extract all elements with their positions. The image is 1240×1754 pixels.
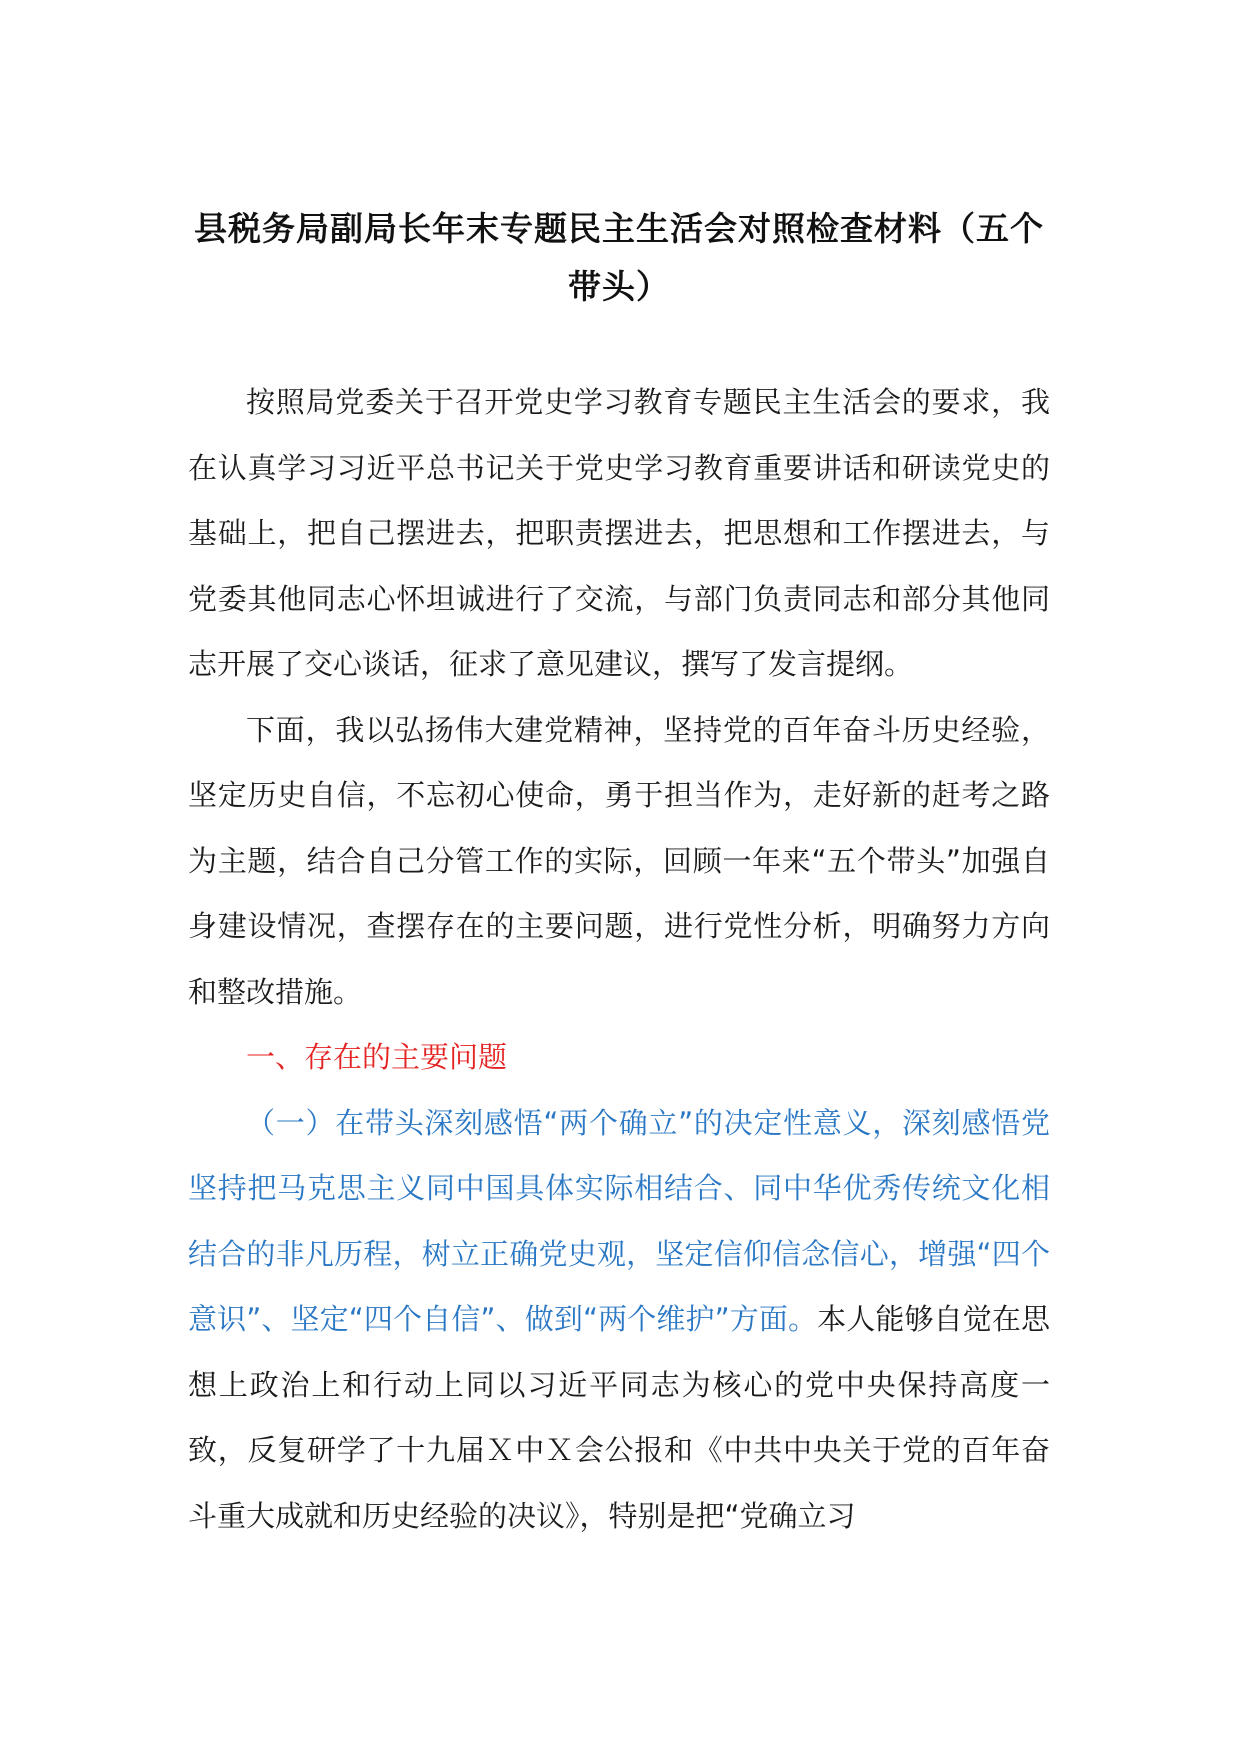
subsection-heading: （一）在带头深刻感悟“两个确立”的决定性意义，深刻感悟党坚持把马克思主义同中国具体实际相结合、同中华优秀传统文化相结合的非凡历程，树立正确党史观，坚定信仰信念信心，增强“四个意识”、坚定“四个自信”、做到“两个维护”方面。 (188, 1105, 1050, 1336)
section-heading: 一、存在的主要问题 (246, 1040, 508, 1074)
document-title: 县税务局副局长年末专题民主生活会对照检查材料（五个带头） (194, 209, 1044, 306)
document-body (188, 370, 1050, 1549)
theme-paragraph: 下面，我以弘扬伟大建党精神，坚持党的百年奋斗历史经验，坚定历史自信，不忘初心使命，勇于担当作为，走好新的赶考之路为主题，结合自己分管工作的实际，回顾一年来“五个带头”加强自身建设情况，查摆存在的主要问题，进行党性分析，明确努力方向和整改措施。 (188, 712, 1050, 1009)
document-content (188, 200, 1050, 1549)
subsection-paragraph (188, 1091, 1050, 1550)
subsection-body: 本人能够自觉在思想上政治上和行动上同以习近平同志为核心的党中央保持高度一致，反复研学了十九届Ｘ中Ｘ会公报和《中共中央关于党的百年奋斗重大成就和历史经验的决议》，特别是把“党确立习 (188, 1302, 1050, 1533)
intro-paragraph: 按照局党委关于召开党史学习教育专题民主生活会的要求，我在认真学习习近平总书记关于党史学习教育重要讲话和研读党史的基础上，把自己摆进去，把职责摆进去，把思想和工作摆进去，与党委其他同志心怀坦诚进行了交流，与部门负责同志和部分其他同志开展了交心谈话，征求了意见建议，撰写了发言提纲。 (188, 385, 1050, 681)
